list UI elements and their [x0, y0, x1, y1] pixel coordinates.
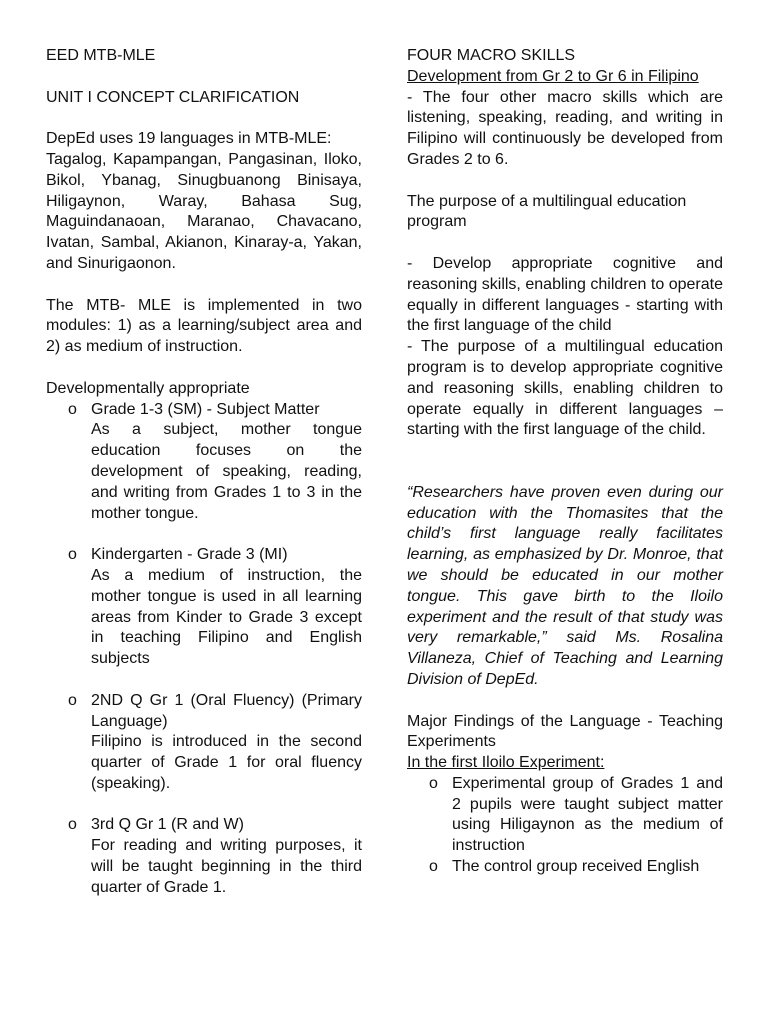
bullet-marker: o: [68, 546, 77, 564]
item-body: For reading and writing purposes, it will be taught beginning in the third quarter of Grade 1.: [91, 837, 362, 896]
unit-title: UNIT I CONCEPT CLARIFICATION: [46, 88, 300, 106]
list-item: [46, 815, 362, 898]
bullet-marker: o: [68, 816, 77, 834]
item-body: As a subject, mother tongue education focuses on the development of speaking, reading, and writing from Grades 1 to 3 in the mother tongue.: [91, 421, 362, 522]
findings-heading: Major Findings of the Language - Teaching Experiments: [407, 712, 723, 751]
dev-heading: Developmentally appropriate: [46, 379, 250, 397]
purpose-heading: The purpose of a multilingual education program: [407, 192, 687, 231]
list-item: [46, 691, 362, 795]
item-title: Kindergarten: [91, 546, 183, 564]
bullet-marker: o: [429, 774, 438, 792]
languages-heading: DepEd uses 19 languages in MTB-MLE:: [46, 130, 332, 148]
languages-list: Tagalog, Kapampangan, Pangasinan, Iloko, Bikol, Ybanag, Sinugbuanong Binisaya, Hiligaynon, Waray, Bahasa Sug, Maguindanaoan, Maranao, Chavacano, Ivatan, Sambal, Akianon, Kinaray-a, Yakan, and Sinurigaonon.: [46, 150, 362, 272]
item-body: As a medium of instruction, the mother tongue is used in all learning areas from Kinder to Grade 3 except in teaching Filipino and English subjects: [91, 566, 362, 668]
item-suffix: - Subject Matter: [202, 400, 320, 418]
list-item: [46, 545, 362, 670]
item-title: 2ND Q Gr 1 (Oral Fluency) (Primary Language): [91, 691, 362, 730]
bullet-marker: o: [429, 858, 438, 876]
bullet-marker: o: [68, 400, 77, 418]
purpose-paragraph-2: - The purpose of a multilingual education program is to develop appropriate cognitive and reasoning skills, enabling children to operate equally in different languages – starting with the first language of the child.: [407, 338, 723, 439]
right-column: [407, 46, 723, 878]
quote-paragraph: “Researchers have proven even during our education with the Thomasites that the child’s first language really facilitates learning, as emphasized by Dr. Monroe, that we should be educated in our mother tongue. This gave birth to the Iloilo experiment and the result of that study was very remarkable,” said Ms. Rosalina Villaneza, Chief of Teaching and Learning Division of DepEd.: [407, 483, 723, 688]
modules-text: The MTB- MLE is implemented in two modules: 1) as a learning/subject area and 2) as medium of instruction.: [46, 296, 362, 356]
finding-text: The control group received English: [452, 858, 700, 876]
list-item: [407, 774, 723, 857]
bullet-marker: o: [68, 691, 77, 709]
macro-subheading: Development from Gr 2 to Gr 6 in Filipino: [407, 67, 699, 85]
item-title: 3rd Q Gr 1 (R and W): [91, 816, 244, 834]
list-item: [46, 400, 362, 525]
findings-list: [407, 774, 723, 878]
macro-text: - The four other macro skills which are listening, speaking, reading, and writing in Filipino will continuously be developed from Grades 2 to 6.: [407, 88, 723, 168]
finding-text: Experimental group of Grades 1 and 2 pupils were taught subject matter using Hiligaynon as the medium of instruction: [452, 774, 723, 855]
item-suffix: - Grade 3 (MI): [182, 546, 288, 564]
item-body: Filipino is introduced in the second quarter of Grade 1 for oral fluency (speaking).: [91, 733, 362, 792]
course-title: EED MTB-MLE: [46, 47, 156, 64]
list-item: [407, 857, 723, 878]
item-title: Grade 1-3 (SM): [91, 400, 203, 418]
purpose-paragraph-1: - Develop appropriate cognitive and reasoning skills, enabling children to operate equally in different languages - starting with the first language of the child: [407, 254, 723, 335]
left-column: [46, 46, 362, 899]
findings-subheading: In the first Iloilo Experiment:: [407, 754, 605, 772]
dev-list: [46, 400, 362, 899]
macro-heading: FOUR MACRO SKILLS: [407, 47, 576, 64]
